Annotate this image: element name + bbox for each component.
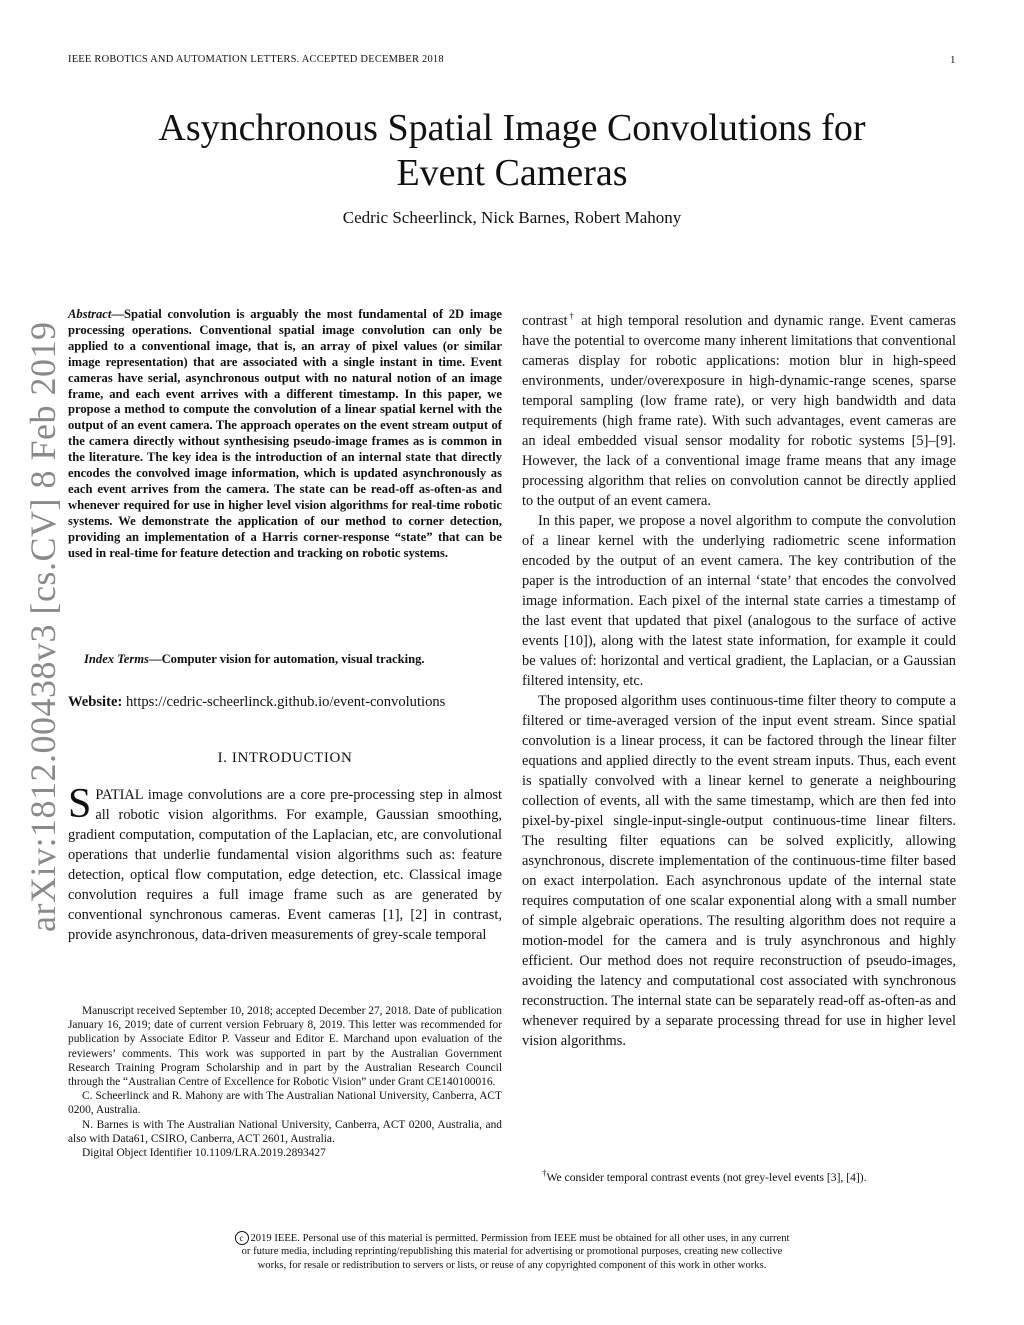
introduction-paragraph — [68, 781, 502, 945]
p1-rest: at high temporal resolution and dynamic range. Event cameras have the potential to overcome many inherent limitations that conventional cameras display for robotic applications: motion blur in high-speed environments, under/overexposure in high-dynamic-range scenes, sparse temporal sampling (low frame rate), or very high bandwidth and data requirements (high frame rate). With such advantages, event cameras are an ideal embedded visual sensor modality for robotic systems [5]–[9]. However, the lack of a conventional image frame means that any image processing algorithm that relies on convolution cannot be directly applied to the output of an event camera. — [522, 312, 957, 509]
running-head: IEEE ROBOTICS AND AUTOMATION LETTERS. ACCEPTED DECEMBER 2018 — [68, 54, 444, 65]
section-heading-introduction: I. INTRODUCTION — [217, 750, 353, 766]
footnote-manuscript: Manuscript received September 10, 2018; accepted December 27, 2018. Date of publication January 16, 2019; date of current version February 8, 2019. This letter was recommended for publication by Associate Editor P. Vasseur and Editor E. Marchand upon evaluation of the reviewers’ comments. This work was supported in part by the Australian Government Research Training Program Scholarship and in part by the Australian Research Council through the “Australian Centre of Excellence for Robotic Vision” under Grant CE140100016. — [68, 1005, 502, 1089]
website-line — [68, 693, 502, 711]
arxiv-stamp: arXiv:1812.00438v3 [cs.CV] 8 Feb 2019 — [23, 321, 63, 932]
footnotes-left — [68, 1004, 502, 1160]
right-column-body — [522, 306, 956, 1051]
footnote-right-text: We consider temporal contrast events (not grey-level events [3], [4]). — [546, 1170, 867, 1184]
title-line-1: Asynchronous Spatial Image Convolutions for — [158, 107, 866, 149]
drop-cap: S — [68, 781, 92, 827]
footnote-right — [542, 1166, 956, 1185]
right-paragraph-2: In this paper, we propose a novel algorithm to compute the convolution of a linear kernel with the underlying radiometric scene information encoded by the output of an event camera. The key contribution of the paper is the introduction of an internal ‘state’ that encodes the convolved image information. Each pixel of the internal state carries a timestamp of the last event that updated that pixel (analogous to the surface of active events [10]), along with the latest state information, for example it could be values of: horizontal and vertical gradient, the Laplacian, or a Gaussian filtered intensity, etc. — [522, 512, 956, 689]
copyright-line-2: or future media, including reprinting/republishing this material for advertising or promotional purposes, creating new collective — [241, 1246, 783, 1258]
footnote-affiliation-2: N. Barnes is with The Australian National University, Canberra, ACT 0200, Australia, and also with Data61, CSIRO, Canberra, ACT 2601, Australia. — [68, 1118, 502, 1145]
footnote-right-marker: † — [542, 1168, 547, 1178]
p1-start: contrast — [522, 312, 568, 329]
index-terms-label: Index Terms — [84, 652, 149, 666]
paper-title — [80, 106, 944, 196]
abstract-text: —Spatial convolution is arguably the most fundamental of 2D image processing operations. Conventional spatial image convolution can only be applied to a conventional image, that is, an array of pixel values (or similar image representation) that are associated with a single instant in time. Event cameras have serial, asynchronous output with no natural notion of an image frame, and each event arrives with a different timestamp. In this paper, we propose a method to compute the convolution of a linear spatial kernel with the output of an event camera. The approach operates on the event stream output of the camera directly without synthesising pseudo-image frames as is common in the literature. The key idea is the introduction of an internal state that directly encodes the convolved image information, which is updated asynchronously as each event arrives from the camera. The state can be read-off as-often-as and whenever required for use in higher level vision algorithms for real-time robotic systems. We demonstrate the application of our method to corner detection, providing an implementation of a Harris corner-response “state” that can be used in real-time for feature detection and tracking on robotic systems. — [68, 307, 502, 560]
footnote-doi: Digital Object Identifier 10.1109/LRA.2019.2893427 — [82, 1147, 326, 1160]
title-line-2: Event Cameras — [396, 152, 628, 194]
right-paragraph-1 — [522, 306, 956, 511]
footnote-affiliation-1: C. Scheerlinck and R. Mahony are with The Australian National University, Canberra, ACT 0200, Australia. — [68, 1090, 502, 1117]
introduction-text: image convolutions are a core pre-processing step in almost all robotic vision algorithms. For example, Gaussian smoothing, gradient computation, computation of the Laplacian, etc, are convolutional operations that underlie fundamental vision algorithms such as: feature detection, optical flow computation, edge detection, etc. Classical image convolution requires a full image frame such as are generated by conventional synchronous cameras. Event cameras [1], [2] in contrast, provide asynchronous, data-driven measurements of grey-scale temporal — [68, 787, 502, 943]
index-terms — [68, 651, 502, 667]
website-label: Website: — [68, 694, 123, 710]
copyright-line-3: works, for resale or redistribution to servers or lists, or reuse of any copyrighted component of this work in other works. — [257, 1259, 767, 1271]
right-paragraph-3: The proposed algorithm uses continuous-time filter theory to compute a filtered or time-averaged version of the input event stream. Since spatial convolution is a linear process, it can be factored through the linear filter equations and applied directly to the event stream inputs. Thus, each event is spatially convolved with a linear kernel to generate a neighbouring collection of events, all with the same timestamp, which are then fed into pixel-by-pixel single-input-single-output continuous-time linear filters. The resulting filter equations can be solved explicitly, allowing asynchronous, discrete implementation of the continuous-time filter based on exact interpolation. Each asynchronous update of the internal state requires computation of one scalar exponential along with a small number of simple algebraic operations. The resulting algorithm does not require a motion-model for the camera and is truly asynchronous and highly efficient. Our method does not require reconstruction of pseudo-images, avoiding the latency and computational cost associated with synchronous reconstruction. The internal state can be separately read-off as-often-as and whenever required by a separate processing thread for use in higher level vision algorithms. — [522, 692, 956, 1049]
footnote-marker: † — [567, 311, 576, 321]
copyright-line-1-text: 2019 IEEE. Personal use of this material is permitted. Permission from IEEE must be obtained for all other uses, in any current — [250, 1233, 790, 1244]
website-link[interactable]: https://cedric-scheerlinck.github.io/event-convolutions — [125, 694, 446, 710]
copyright-icon: c — [235, 1231, 249, 1245]
copyright-notice — [150, 1231, 874, 1272]
abstract-label: Abstract — [68, 307, 112, 321]
first-word-rest: PATIAL — [95, 787, 144, 803]
copyright-line-1 — [150, 1231, 874, 1245]
abstract — [68, 307, 502, 562]
index-terms-text: —Computer vision for automation, visual tracking. — [148, 652, 425, 666]
author-list: Cedric Scheerlinck, Nick Barnes, Robert Mahony — [342, 208, 682, 227]
page-number: 1 — [950, 54, 956, 66]
